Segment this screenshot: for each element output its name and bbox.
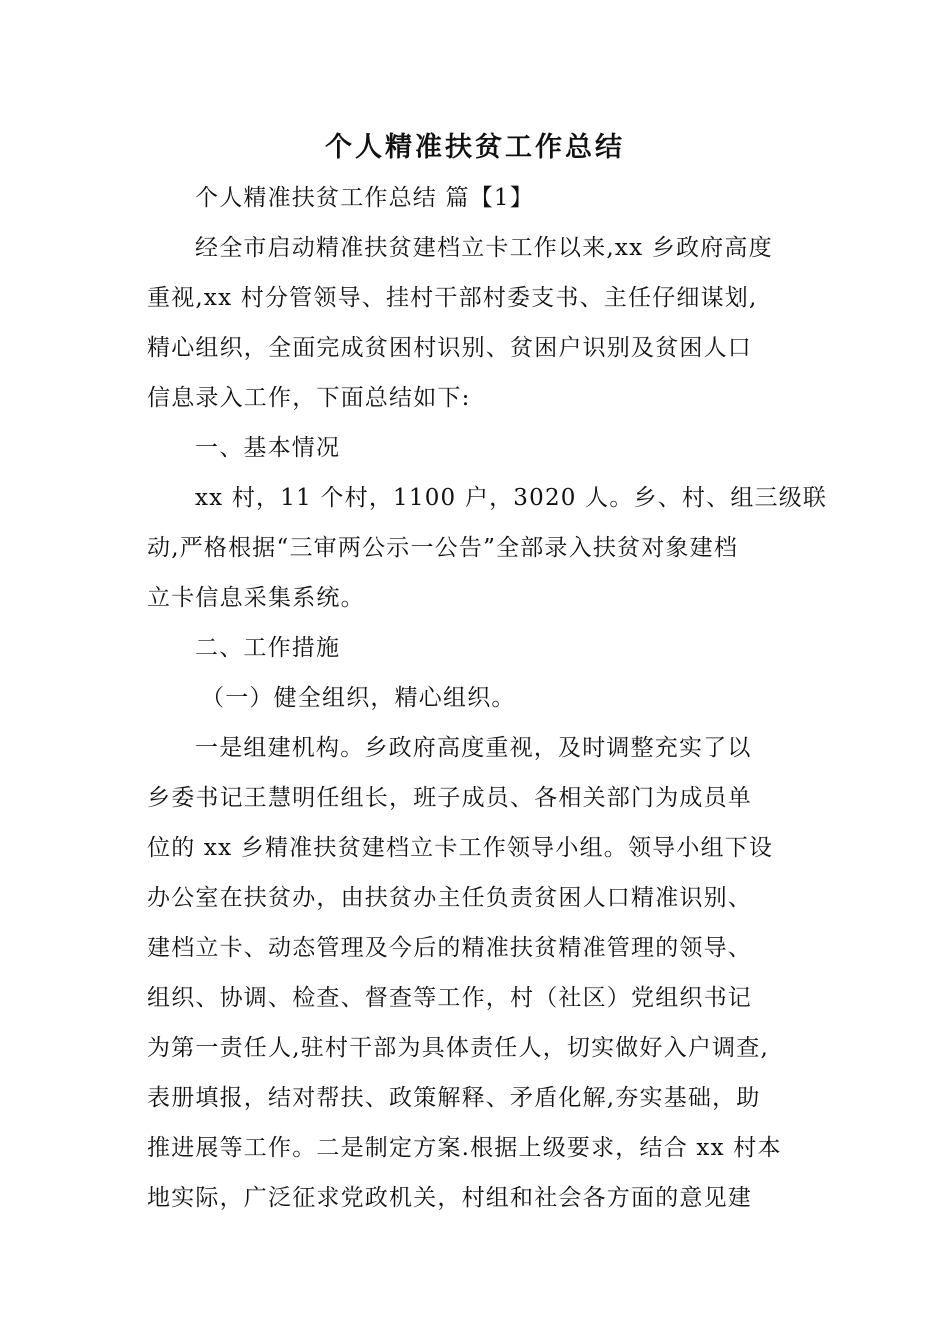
document-body — [147, 173, 828, 1223]
paragraph-line: 表册填报，结对帮扶、政策解释、矛盾化解,夯实基础，助 — [147, 1085, 761, 1111]
section-heading: 个人精准扶贫工作总结 篇【1】 — [195, 185, 534, 211]
paragraph-line: 为第一责任人,驻村干部为具体责任人，切实做好入户调查, — [147, 1035, 770, 1061]
paragraph-line: 重视,xx 村分管领导、挂村干部村委支书、主任仔细谋划, — [147, 285, 758, 311]
paragraph-line: 信息录入工作，下面总结如下: — [147, 385, 471, 411]
paragraph-line: 立卡信息采集系统。 — [147, 585, 365, 611]
paragraph-line: 经全市启动精准扶贫建档立卡工作以来,xx 乡政府高度 — [195, 235, 773, 261]
paragraph-line: 办公室在扶贫办，由扶贫办主任负责贫困人口精准识别、 — [147, 885, 752, 911]
paragraph-line: 一是组建机构。乡政府高度重视，及时调整充实了以 — [195, 735, 752, 761]
paragraph-line: 乡委书记王慧明任组长，班子成员、各相关部门为成员单 — [147, 785, 752, 811]
paragraph-line: 地实际，广泛征求党政机关，村组和社会各方面的意见建 — [147, 1185, 752, 1211]
paragraph-line: 组织、协调、检查、督查等工作，村（社区）党组织书记 — [147, 985, 752, 1011]
paragraph-line: 推进展等工作。二是制定方案.根据上级要求，结合 xx 村本 — [147, 1135, 782, 1161]
section-heading: 一、基本情况 — [195, 435, 341, 461]
section-heading: 二、工作措施 — [195, 635, 341, 661]
paragraph-line: 建档立卡、动态管理及今后的精准扶贫精准管理的领导、 — [147, 935, 752, 961]
paragraph-line: 位的 xx 乡精准扶贫建档立卡工作领导小组。领导小组下设 — [147, 835, 774, 861]
paragraph-line: xx 村，11 个村，1100 户，3020 人。乡、村、组三级联 — [195, 485, 828, 511]
paragraph-line: 精心组织，全面完成贫困村识别、贫困户识别及贫困人口 — [147, 335, 752, 361]
subsection-heading: （一）健全组织，精心组织。 — [201, 685, 516, 711]
document-title: 个人精准扶贫工作总结 — [325, 132, 625, 163]
paragraph-line: 动,严格根据“三审两公示一公告”全部录入扶贫对象建档 — [147, 535, 739, 561]
